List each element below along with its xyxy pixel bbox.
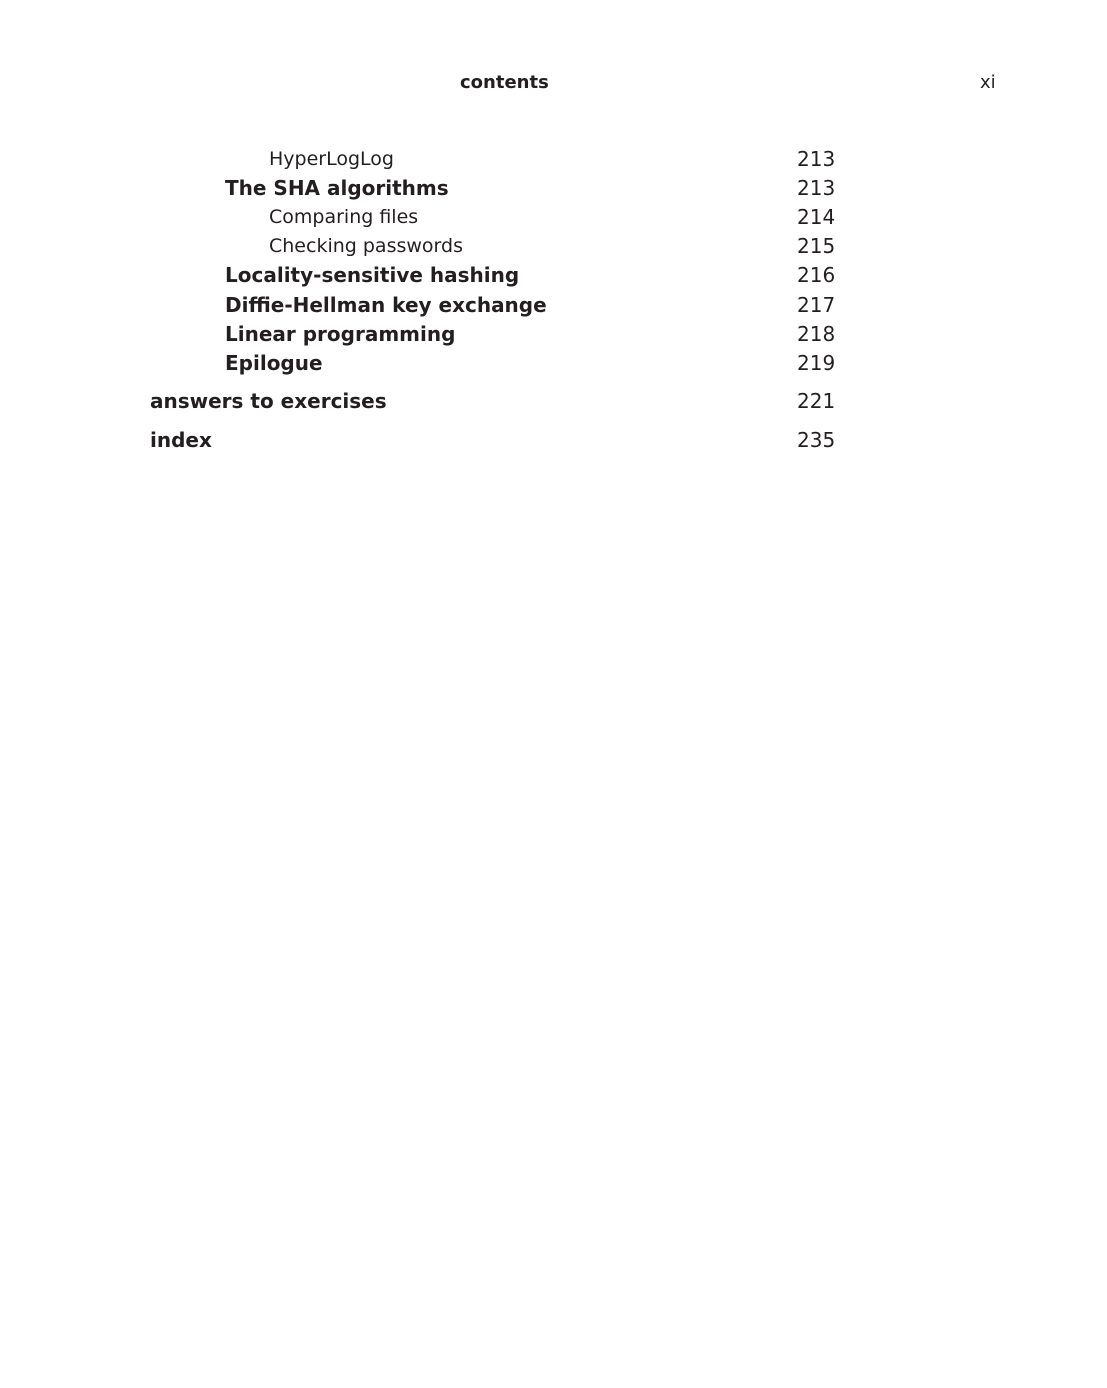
toc-entry-title: Diffie-Hellman key exchange: [225, 293, 547, 317]
toc-entry-answers-to-exercises[interactable]: [0, 387, 1107, 416]
toc-entry-title: HyperLogLog: [269, 148, 394, 170]
toc-entry-page: 213: [797, 176, 836, 200]
toc-entry-checking-passwords[interactable]: [0, 232, 1107, 261]
toc-entry-hyperloglog[interactable]: [0, 145, 1107, 174]
toc-entry-comparing-files[interactable]: [0, 203, 1107, 232]
toc-entry-title: The SHA algorithms: [225, 176, 449, 200]
toc-entry-page: 214: [797, 205, 836, 229]
running-title: contents: [460, 72, 549, 93]
toc-entry-page: 217: [797, 293, 836, 317]
toc-entry-page: 219: [797, 351, 836, 375]
toc-entry-diffie-hellman[interactable]: [0, 291, 1107, 320]
toc-entry-title: Checking passwords: [269, 235, 463, 257]
toc-entry-linear-programming[interactable]: [0, 320, 1107, 349]
toc-entry-page: 213: [797, 147, 836, 171]
page-number: xi: [980, 72, 996, 93]
toc-entry-page: 218: [797, 322, 836, 346]
toc-entry-title: answers to exercises: [150, 389, 387, 413]
toc-entry-title: Epilogue: [225, 351, 323, 375]
toc-entry-title: index: [150, 428, 212, 452]
toc-entry-epilogue[interactable]: [0, 349, 1107, 378]
toc-entry-page: 215: [797, 234, 836, 258]
toc-entry-title: Linear programming: [225, 322, 456, 346]
toc-entry-page: 216: [797, 263, 836, 287]
toc-entry-page: 235: [797, 428, 836, 452]
toc-entry-index[interactable]: [0, 426, 1107, 455]
toc-entry-sha-algorithms[interactable]: [0, 174, 1107, 203]
toc-entry-page: 221: [797, 389, 836, 413]
toc-entry-locality-sensitive-hashing[interactable]: [0, 261, 1107, 290]
toc-entry-title: Locality-sensitive hashing: [225, 263, 520, 287]
toc-entry-title: Comparing files: [269, 206, 419, 228]
